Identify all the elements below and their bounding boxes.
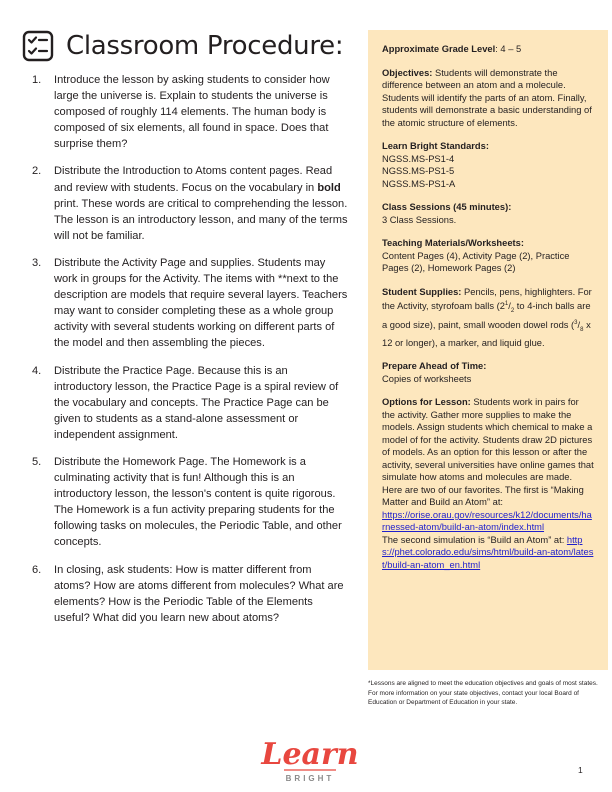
teaching-materials: Teaching Materials/Worksheets: Content Pages (4), Activity Page (2), Practice Pages (2), Homework Pages (2) <box>382 238 570 273</box>
step-number: 6. <box>32 563 42 576</box>
bold-term: bold <box>317 181 341 194</box>
step-text: Introduce the lesson by asking students to consider how large the universe is. Explain to students the universe is composed of roughly 114 elements. The human body is composed of six elements, all found in space. Does that surprise them? <box>54 74 330 151</box>
step-text: Distribute the Activity Page and supplies. Students may work in groups for the Activity. The items with **next to the description are models that require several layers. Teachers may want to consider completing these as a whole group activity with several students working on different parts of the model and then assembling the pieces. <box>54 256 348 350</box>
step-number: 4. <box>32 364 42 377</box>
step-item <box>32 72 348 152</box>
lesson-info-sidebar <box>368 30 608 670</box>
procedure-steps <box>32 72 348 637</box>
checklist-icon <box>22 30 54 62</box>
prepare-ahead: Prepare Ahead of Time: Copies of worksheets <box>382 361 487 384</box>
step-number: 1. <box>32 74 42 86</box>
step-item <box>32 163 348 243</box>
logo-word: Learn <box>261 737 359 772</box>
step-item <box>32 454 348 551</box>
page-title: Classroom Procedure: <box>66 31 344 61</box>
page-number: 1 <box>578 765 583 775</box>
step-text: Distribute the Introduction to Atoms content pages. Read and review with students. Focus on the vocabulary in bold print. These words are critical to comprehending the lesson. The lesson is an introductory lesson, and many of the terms will not be familiar. <box>54 165 348 242</box>
step-number: 5. <box>32 455 42 468</box>
page-header <box>22 24 343 68</box>
standard-item: NGSS.MS-PS1-5 <box>382 166 455 176</box>
step-text: In closing, ask students: How is matter different from atoms? How are atoms different from molecules? What are elements? How is the Periodic Table of the Elements useful? What did you learn new about atoms? <box>54 563 344 624</box>
logo-sub: BRIGHT <box>285 774 335 783</box>
lesson-options: Options for Lesson: Students work in pairs for the activity. Gather more supplies to make the models. Assign students which chemical to make a model of for the activity. Students draw 2D pictures of models. As an option for this lesson or after the activity, several universities have online games that simulate how atoms and molecules are made. Here are two of our favorites. The first is “Making Matter and Build an Atom” at: https://orise.orau.gov/resources/k12/documents/harnessed-atom/build-an-atom/index.html The second simulation is “Build an Atom” at: https://phet.colorado.edu/sims/html/build-an-atom/latest/build-an-atom_en.html <box>382 397 594 570</box>
step-number: 2. <box>32 165 42 178</box>
orise-link[interactable]: https://orise.orau.gov/resources/k12/documents/harnessed-atom/build-an-atom/index.html <box>382 509 592 533</box>
student-supplies: Student Supplies: Pencils, pens, highlighters. For the Activity, styrofoam balls ($2^1/_2$ to 4-inch balls are a good size), paint, small wooden dowel rods ($^3/_8$ x 12 or longer), a marker, and liquid glue. <box>382 286 592 348</box>
step-item <box>32 562 348 626</box>
step-number: 3. <box>32 256 42 269</box>
grade-level: Approximate Grade Level: 4 – 5 <box>382 44 522 54</box>
learn-bright-logo <box>258 730 362 784</box>
standard-item: NGSS.MS-PS1-A <box>382 178 456 189</box>
phet-link[interactable]: https://phet.colorado.edu/sims/html/build-an-atom/latest/build-an-atom_en.html <box>382 534 594 570</box>
objectives: Objectives: Students will demonstrate the difference between an atom and a molecule. Students will identify the parts of an atom. Finally, students will demonstrate a basic understanding of the atomic structure of elements. <box>382 67 592 128</box>
standards: Learn Bright Standards: NGSS.MS-PS1-4 NGSS.MS-PS1-5 NGSS.MS-PS1-A <box>382 140 594 190</box>
step-text: Distribute the Homework Page. The Homework is a culminating activity that is fun! Although this is an introductory lesson, the lesson's content is quite rigorous. The Homework is a fun activity preparing students for the following tasks on molecules, the Periodic Table, and other concepts. <box>54 455 342 549</box>
step-item <box>32 363 348 443</box>
standard-item: NGSS.MS-PS1-4 <box>382 153 455 164</box>
step-text: Distribute the Practice Page. Because this is an introductory lesson, the Practice Page is a spiral review of the vocabulary and concepts. The Practice Page can be given to students as a stand-alone assessment or independent assignment. <box>54 364 339 441</box>
step-item <box>32 255 348 352</box>
standards-footnote: *Lessons are aligned to meet the education objectives and goals of most states. For more information on your state objectives, contact your local Board of Education or Department of Education in your state. <box>368 680 598 707</box>
class-sessions: Class Sessions (45 minutes): 3 Class Sessions. <box>382 202 512 225</box>
